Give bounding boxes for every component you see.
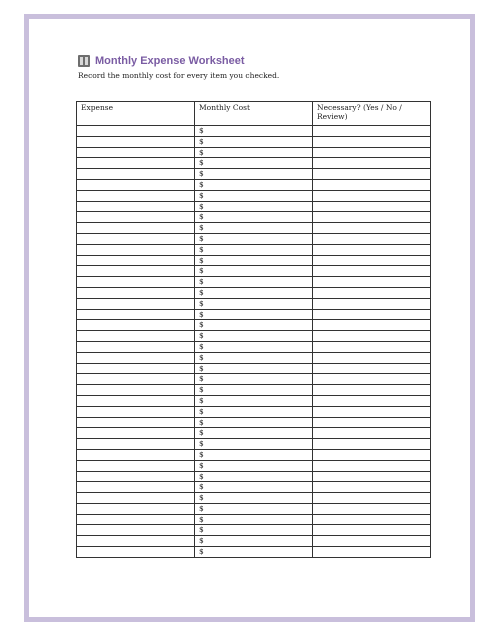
- monthly-cost-cell[interactable]: [195, 158, 313, 169]
- currency-symbol: $: [199, 525, 204, 535]
- monthly-cost-cell[interactable]: [195, 233, 313, 244]
- necessary-cell[interactable]: [313, 320, 431, 331]
- necessary-cell[interactable]: [313, 471, 431, 482]
- necessary-cell[interactable]: [313, 460, 431, 471]
- table-row: [77, 471, 431, 482]
- expense-cell[interactable]: [77, 287, 195, 298]
- expense-cell[interactable]: [77, 493, 195, 504]
- currency-symbol: $: [199, 460, 204, 470]
- monthly-cost-cell[interactable]: [195, 547, 313, 558]
- table-row: [77, 201, 431, 212]
- necessary-cell[interactable]: [313, 493, 431, 504]
- currency-symbol: $: [199, 244, 204, 254]
- monthly-cost-cell[interactable]: [195, 352, 313, 363]
- necessary-cell[interactable]: [313, 244, 431, 255]
- table-row: [77, 503, 431, 514]
- expense-cell[interactable]: [77, 158, 195, 169]
- monthly-cost-cell[interactable]: [195, 190, 313, 201]
- monthly-cost-cell[interactable]: [195, 525, 313, 536]
- table-row: [77, 136, 431, 147]
- header-necessary: Necessary? (Yes / No / Review): [313, 102, 431, 126]
- monthly-cost-cell[interactable]: [195, 309, 313, 320]
- table-row: [77, 147, 431, 158]
- necessary-cell[interactable]: [313, 212, 431, 223]
- table-row: [77, 428, 431, 439]
- necessary-cell[interactable]: [313, 158, 431, 169]
- necessary-cell[interactable]: [313, 223, 431, 234]
- table-row: [77, 255, 431, 266]
- table-row: [77, 385, 431, 396]
- expense-cell[interactable]: [77, 169, 195, 180]
- monthly-cost-cell[interactable]: [195, 406, 313, 417]
- monthly-cost-cell[interactable]: [195, 136, 313, 147]
- currency-symbol: $: [199, 126, 204, 135]
- currency-symbol: $: [199, 547, 204, 557]
- expense-table: [76, 101, 431, 558]
- expense-cell[interactable]: [77, 417, 195, 428]
- currency-symbol: $: [199, 439, 204, 449]
- table-row: [77, 158, 431, 169]
- currency-symbol: $: [199, 374, 204, 384]
- table-row: [77, 363, 431, 374]
- expense-cell[interactable]: [77, 233, 195, 244]
- necessary-cell[interactable]: [313, 266, 431, 277]
- necessary-cell[interactable]: [313, 428, 431, 439]
- currency-symbol: $: [199, 158, 204, 168]
- table-row: [77, 439, 431, 450]
- monthly-cost-cell[interactable]: [195, 277, 313, 288]
- table-row: [77, 417, 431, 428]
- expense-cell[interactable]: [77, 266, 195, 277]
- expense-cell[interactable]: [77, 460, 195, 471]
- necessary-cell[interactable]: [313, 482, 431, 493]
- monthly-cost-cell[interactable]: [195, 201, 313, 212]
- monthly-cost-cell[interactable]: [195, 536, 313, 547]
- currency-symbol: $: [199, 223, 204, 233]
- table-body: [77, 126, 431, 558]
- expense-cell[interactable]: [77, 320, 195, 331]
- currency-symbol: $: [199, 169, 204, 179]
- currency-symbol: $: [199, 255, 204, 265]
- expense-cell[interactable]: [77, 244, 195, 255]
- monthly-cost-cell[interactable]: [195, 460, 313, 471]
- necessary-cell[interactable]: [313, 331, 431, 342]
- table-row: [77, 179, 431, 190]
- table-row: [77, 395, 431, 406]
- expense-cell[interactable]: [77, 406, 195, 417]
- monthly-cost-cell[interactable]: [195, 449, 313, 460]
- worksheet-header: [78, 54, 245, 68]
- necessary-cell[interactable]: [313, 525, 431, 536]
- expense-cell[interactable]: [77, 309, 195, 320]
- expense-cell[interactable]: [77, 525, 195, 536]
- currency-symbol: $: [199, 493, 204, 503]
- expense-cell[interactable]: [77, 223, 195, 234]
- monthly-cost-cell[interactable]: [195, 439, 313, 450]
- table-row: [77, 287, 431, 298]
- necessary-cell[interactable]: [313, 169, 431, 180]
- expense-cell[interactable]: [77, 482, 195, 493]
- monthly-cost-cell[interactable]: [195, 212, 313, 223]
- expense-cell[interactable]: [77, 471, 195, 482]
- currency-symbol: $: [199, 406, 204, 416]
- necessary-cell[interactable]: [313, 255, 431, 266]
- necessary-cell[interactable]: [313, 449, 431, 460]
- necessary-cell[interactable]: [313, 417, 431, 428]
- currency-symbol: $: [199, 482, 204, 492]
- page-subtitle: Record the monthly cost for every item you checked.: [78, 71, 280, 80]
- monthly-cost-cell[interactable]: [195, 298, 313, 309]
- monthly-cost-cell[interactable]: [195, 503, 313, 514]
- table-row: [77, 223, 431, 234]
- table-row: [77, 536, 431, 547]
- monthly-cost-cell[interactable]: [195, 255, 313, 266]
- currency-symbol: $: [199, 136, 204, 146]
- expense-cell[interactable]: [77, 439, 195, 450]
- necessary-cell[interactable]: [313, 514, 431, 525]
- necessary-cell[interactable]: [313, 136, 431, 147]
- expense-cell[interactable]: [77, 536, 195, 547]
- expense-cell[interactable]: [77, 503, 195, 514]
- currency-symbol: $: [199, 179, 204, 189]
- currency-symbol: $: [199, 266, 204, 276]
- table-row: [77, 244, 431, 255]
- necessary-cell[interactable]: [313, 201, 431, 212]
- currency-symbol: $: [199, 503, 204, 513]
- currency-symbol: $: [199, 428, 204, 438]
- currency-symbol: $: [199, 536, 204, 546]
- expense-cell[interactable]: [77, 374, 195, 385]
- monthly-cost-cell[interactable]: [195, 223, 313, 234]
- expense-cell[interactable]: [77, 190, 195, 201]
- necessary-cell[interactable]: [313, 439, 431, 450]
- monthly-cost-cell[interactable]: [195, 395, 313, 406]
- expense-cell[interactable]: [77, 331, 195, 342]
- currency-symbol: $: [199, 514, 204, 524]
- necessary-cell[interactable]: [313, 385, 431, 396]
- necessary-cell[interactable]: [313, 147, 431, 158]
- header-expense: Expense: [77, 102, 195, 126]
- table-row: [77, 482, 431, 493]
- currency-symbol: $: [199, 298, 204, 308]
- currency-symbol: $: [199, 287, 204, 297]
- necessary-cell[interactable]: [313, 277, 431, 288]
- expense-cell[interactable]: [77, 341, 195, 352]
- expense-cell[interactable]: [77, 547, 195, 558]
- expense-cell[interactable]: [77, 352, 195, 363]
- currency-symbol: $: [199, 277, 204, 287]
- necessary-cell[interactable]: [313, 352, 431, 363]
- table-row: [77, 320, 431, 331]
- expense-cell[interactable]: [77, 385, 195, 396]
- necessary-cell[interactable]: [313, 233, 431, 244]
- currency-symbol: $: [199, 471, 204, 481]
- expense-cell[interactable]: [77, 136, 195, 147]
- table-row: [77, 514, 431, 525]
- expense-cell[interactable]: [77, 179, 195, 190]
- monthly-cost-cell[interactable]: [195, 428, 313, 439]
- necessary-cell[interactable]: [313, 536, 431, 547]
- necessary-cell[interactable]: [313, 190, 431, 201]
- expense-cell[interactable]: [77, 212, 195, 223]
- currency-symbol: $: [199, 363, 204, 373]
- currency-symbol: $: [199, 190, 204, 200]
- expense-cell[interactable]: [77, 428, 195, 439]
- expense-cell[interactable]: [77, 255, 195, 266]
- page-title: Monthly Expense Worksheet: [95, 55, 245, 67]
- monthly-cost-cell[interactable]: [195, 320, 313, 331]
- necessary-cell[interactable]: [313, 287, 431, 298]
- expense-cell[interactable]: [77, 449, 195, 460]
- currency-symbol: $: [199, 212, 204, 222]
- monthly-cost-cell[interactable]: [195, 374, 313, 385]
- monthly-cost-cell[interactable]: [195, 331, 313, 342]
- table-row: [77, 449, 431, 460]
- table-row: [77, 266, 431, 277]
- table-row: [77, 547, 431, 558]
- currency-symbol: $: [199, 320, 204, 330]
- monthly-cost-cell[interactable]: [195, 266, 313, 277]
- table-row: [77, 212, 431, 223]
- currency-symbol: $: [199, 201, 204, 211]
- monthly-cost-cell[interactable]: [195, 514, 313, 525]
- table-row: [77, 352, 431, 363]
- monthly-cost-cell[interactable]: [195, 126, 313, 137]
- table-row: [77, 460, 431, 471]
- worksheet-logo-icon: [78, 55, 90, 67]
- monthly-cost-cell[interactable]: [195, 471, 313, 482]
- monthly-cost-cell[interactable]: [195, 169, 313, 180]
- table-row: [77, 277, 431, 288]
- expense-cell[interactable]: [77, 514, 195, 525]
- expense-cell[interactable]: [77, 395, 195, 406]
- necessary-cell[interactable]: [313, 395, 431, 406]
- table-header-row: [77, 102, 431, 126]
- expense-cell[interactable]: [77, 147, 195, 158]
- necessary-cell[interactable]: [313, 309, 431, 320]
- currency-symbol: $: [199, 341, 204, 351]
- table-row: [77, 331, 431, 342]
- monthly-cost-cell[interactable]: [195, 244, 313, 255]
- currency-symbol: $: [199, 233, 204, 243]
- monthly-cost-cell[interactable]: [195, 287, 313, 298]
- currency-symbol: $: [199, 352, 204, 362]
- monthly-cost-cell[interactable]: [195, 147, 313, 158]
- table-row: [77, 374, 431, 385]
- expense-cell[interactable]: [77, 126, 195, 137]
- table-row: [77, 190, 431, 201]
- table-row: [77, 298, 431, 309]
- table-row: [77, 493, 431, 504]
- currency-symbol: $: [199, 385, 204, 395]
- monthly-cost-cell[interactable]: [195, 341, 313, 352]
- monthly-cost-cell[interactable]: [195, 417, 313, 428]
- necessary-cell[interactable]: [313, 374, 431, 385]
- monthly-cost-cell[interactable]: [195, 385, 313, 396]
- currency-symbol: $: [199, 449, 204, 459]
- monthly-cost-cell[interactable]: [195, 493, 313, 504]
- table-row: [77, 233, 431, 244]
- currency-symbol: $: [199, 395, 204, 405]
- table-row: [77, 341, 431, 352]
- currency-symbol: $: [199, 147, 204, 157]
- necessary-cell[interactable]: [313, 126, 431, 137]
- header-monthly-cost: Monthly Cost: [195, 102, 313, 126]
- expense-cell[interactable]: [77, 298, 195, 309]
- table-row: [77, 309, 431, 320]
- necessary-cell[interactable]: [313, 406, 431, 417]
- currency-symbol: $: [199, 309, 204, 319]
- expense-cell[interactable]: [77, 201, 195, 212]
- expense-cell[interactable]: [77, 277, 195, 288]
- necessary-cell[interactable]: [313, 298, 431, 309]
- table-row: [77, 525, 431, 536]
- necessary-cell[interactable]: [313, 179, 431, 190]
- expense-cell[interactable]: [77, 363, 195, 374]
- necessary-cell[interactable]: [313, 503, 431, 514]
- necessary-cell[interactable]: [313, 341, 431, 352]
- necessary-cell[interactable]: [313, 547, 431, 558]
- monthly-cost-cell[interactable]: [195, 179, 313, 190]
- table-row: [77, 126, 431, 137]
- currency-symbol: $: [199, 417, 204, 427]
- monthly-cost-cell[interactable]: [195, 363, 313, 374]
- necessary-cell[interactable]: [313, 363, 431, 374]
- monthly-cost-cell[interactable]: [195, 482, 313, 493]
- currency-symbol: $: [199, 331, 204, 341]
- table-row: [77, 406, 431, 417]
- table-row: [77, 169, 431, 180]
